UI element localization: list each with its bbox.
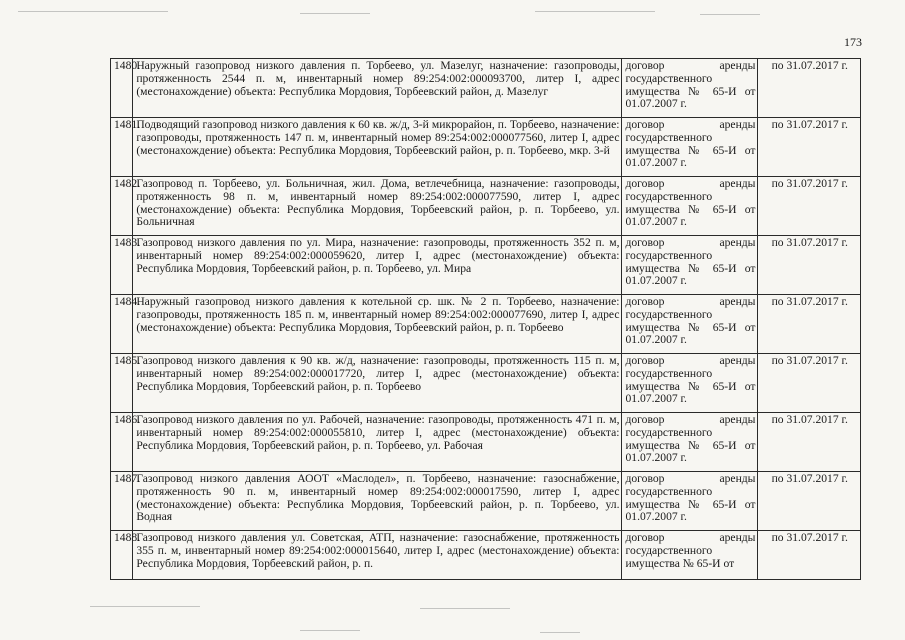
- row-number: 1481.: [111, 118, 133, 177]
- table-row: [111, 118, 861, 177]
- table-row: [111, 531, 861, 580]
- lease-term: по 31.07.2017 г.: [758, 472, 861, 531]
- row-number: 1486.: [111, 413, 133, 472]
- table-row: [111, 295, 861, 354]
- lease-document: договор аренды государственного имущества № 65-И от 01.07.2007 г.: [622, 413, 758, 472]
- scan-artifact-bottom: [300, 630, 360, 631]
- object-description: [133, 531, 622, 580]
- lease-term: по 31.07.2017 г.: [758, 295, 861, 354]
- object-description: Наружный газопровод низкого давления к котельной ср. шк. № 2 п. Торбеево, назначение: газопроводы, протяженность 185 п. м, инвентарный номер 89:254:002:000077690, литер I, адрес (местонахождение) объекта: Республика Мордовия, Торбеевский район, р. п. Торбеево: [133, 295, 622, 354]
- row-number: 1480.: [111, 59, 133, 118]
- property-registry-table: [110, 58, 861, 580]
- object-description: Подводящий газопровод низкого давления к 60 кв. ж/д, 3-й микрорайон, п. Торбеево, назначение: газопроводы, протяженность 147 п. м, инвентарный номер 89:254:002:000077560, литер I, адрес (местонахождение) объекта: Республика Мордовия, Торбеевский район, р. п. Торбеево, мкр. 3-й: [133, 118, 622, 177]
- object-description: Газопровод п. Торбеево, ул. Больничная, жил. Дома, ветлечебница, назначение: газопроводы, протяженность 98 п. м, инвентарный номер 89:254:002:000077590, литер I, адрес (местонахождение) объекта: Республика Мордовия, Торбеевский район, р. п. Торбеево, ул. Больничная: [133, 177, 622, 236]
- scan-artifact-top: [700, 14, 760, 15]
- lease-document: договор аренды государственного имущества № 65-И от 01.07.2007 г.: [622, 177, 758, 236]
- lease-document: договор аренды государственного имущества № 65-И от 01.07.2007 г.: [622, 354, 758, 413]
- lease-document: договор аренды государственного имущества № 65-И от 01.07.2007 г.: [622, 472, 758, 531]
- scan-artifact-top: [535, 11, 655, 12]
- object-description: Газопровод низкого давления к 90 кв. ж/д, назначение: газопроводы, протяженность 115 п. м, инвентарный номер 89:254:002:000017720, литер I, адрес (местонахождение) объекта: Республика Мордовия, Торбеевский район, р. п. Торбеево: [133, 354, 622, 413]
- object-description-text: Газопровод низкого давления ул. Советская, АТП, назначение: газоснабжение, протяженность 355 п. м, инвентарный номер 89:254:002:000015640, литер I, адрес (местонахождение) объекта: Республика Мордовия, Торбеевский район, р. п.: [136, 531, 620, 570]
- table-row: [111, 59, 861, 118]
- object-description: Наружный газопровод низкого давления п. Торбеево, ул. Мазелуг, назначение: газопроводы, протяженность 2544 п. м, инвентарный номер 89:254:002:000093700, литер I, адрес (местонахождение) объекта: Республика Мордовия, Торбеевский район, д. Мазелуг: [133, 59, 622, 118]
- lease-document-text: договор аренды государственного имущества № 65-И от: [625, 531, 756, 570]
- lease-document: договор аренды государственного имущества № 65-И от 01.07.2007 г.: [622, 295, 758, 354]
- row-number: 1487.: [111, 472, 133, 531]
- table-row: [111, 354, 861, 413]
- object-description: Газопровод низкого давления АООТ «Маслодел», п. Торбеево, назначение: газоснабжение, протяженность 90 п. м, инвентарный номер 89:254:002:000017590, литер I, адрес (местонахождение) объекта: Республика Мордовия, Торбеевский район, р. п. Торбеево, ул. Водная: [133, 472, 622, 531]
- lease-term: по 31.07.2017 г.: [758, 177, 861, 236]
- row-number: 1484.: [111, 295, 133, 354]
- lease-term: по 31.07.2017 г.: [758, 236, 861, 295]
- scan-artifact-top: [300, 13, 370, 14]
- scan-artifact-bottom: [420, 608, 510, 609]
- row-number: 1482.: [111, 177, 133, 236]
- lease-term: по 31.07.2017 г.: [758, 413, 861, 472]
- lease-term: по 31.07.2017 г.: [758, 531, 861, 580]
- lease-document: [622, 531, 758, 580]
- lease-term: по 31.07.2017 г.: [758, 118, 861, 177]
- lease-document: договор аренды государственного имущества № 65-И от 01.07.2007 г.: [622, 59, 758, 118]
- row-number: 1488.: [111, 531, 133, 580]
- scan-artifact-top: [18, 11, 168, 12]
- object-description: Газопровод низкого давления по ул. Мира, назначение: газопроводы, протяженность 352 п. м, инвентарный номер 89:254:002:000059620, литер I, адрес (местонахождение) объекта: Республика Мордовия, Торбеевский район, р. п. Торбеево, ул. Мира: [133, 236, 622, 295]
- lease-document: договор аренды государственного имущества № 65-И от 01.07.2007 г.: [622, 236, 758, 295]
- table-row: [111, 413, 861, 472]
- row-number: 1483.: [111, 236, 133, 295]
- lease-term: по 31.07.2017 г.: [758, 59, 861, 118]
- table-row: [111, 472, 861, 531]
- object-description: Газопровод низкого давления по ул. Рабочей, назначение: газопроводы, протяженность 471 п. м, инвентарный номер 89:254:002:000055810, литер I, адрес (местонахождение) объекта: Республика Мордовия, Торбеевский район, р. п. Торбеево, ул. Рабочая: [133, 413, 622, 472]
- lease-document: договор аренды государственного имущества № 65-И от 01.07.2007 г.: [622, 118, 758, 177]
- lease-term: по 31.07.2017 г.: [758, 354, 861, 413]
- row-number: 1485.: [111, 354, 133, 413]
- page-number: 173: [844, 35, 862, 49]
- table-row: [111, 177, 861, 236]
- table-row: [111, 236, 861, 295]
- scan-artifact-bottom: [540, 632, 580, 633]
- scan-artifact-bottom: [90, 606, 200, 607]
